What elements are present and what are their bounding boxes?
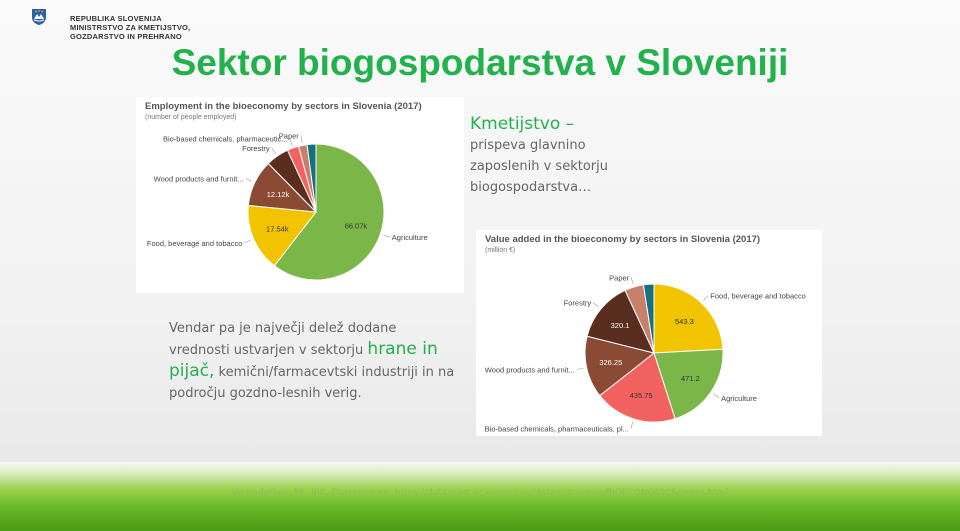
value-added-pie-chart — [476, 230, 822, 436]
value-added-leader-line — [577, 368, 584, 370]
employment-category-label: Agriculture — [391, 233, 428, 243]
value-added-value-label: 326.25 — [599, 358, 623, 368]
employment-category-label: Paper — [278, 131, 299, 141]
employment-pie-chart — [136, 97, 464, 293]
employment-category-label: Wood products and furnit... — [153, 174, 244, 184]
ministry-line-3: GOZDARSTVO IN PREHRANO — [70, 32, 182, 41]
kmetijstvo-text: prispeva glavnino zaposlenih v sektorju biogospodarstva… — [470, 138, 608, 195]
value-added-category-label: Food, beverage and tobacco — [710, 291, 806, 301]
employment-leader-line — [383, 235, 390, 237]
employment-value-label: 66.07k — [344, 221, 368, 231]
vendar-highlight: hrane in pijač, — [169, 339, 438, 381]
value-added-value-label: 435.75 — [629, 391, 653, 401]
employment-chart-title: Employment in the bioeconomy by sectors in Slovenia (2017) — [145, 101, 422, 112]
vendar-text-1: Vendar pa je največji delež dodane vrednosti ustvarjen v sektorju — [169, 321, 397, 358]
kmetijstvo-highlight: Kmetijstvo — [470, 114, 561, 134]
employment-leader-line — [244, 240, 250, 243]
coat-of-arms-icon — [30, 8, 48, 26]
employment-category-label: Bio-based chemicals, pharmaceutic... — [162, 134, 288, 144]
ministry-name — [70, 14, 190, 41]
employment-leader-line — [272, 148, 276, 154]
employment-chart-subtitle: (number of people employed) — [145, 114, 237, 121]
value-added-category-label: Wood products and furnit... — [484, 365, 575, 375]
value-added-chart-title: Value added in the bioeconomy by sectors in Slovenia (2017) — [485, 234, 761, 245]
value-added-leader-line — [713, 394, 719, 398]
vendar-text-2: kemični/farmacevtski industriji in na področju gozdno-lesnih verig. — [169, 365, 455, 401]
value-added-value-label: 543.3 — [675, 316, 694, 326]
ministry-line-1: REPUBLIKA SLOVENIJA — [70, 14, 162, 23]
value-added-category-label: Paper — [609, 273, 630, 283]
page-title: Sektor biogospodarstva v Sloveniji — [171, 42, 789, 83]
employment-value-label: 12.12k — [266, 189, 290, 199]
employment-leader-line — [301, 136, 302, 143]
employment-category-label: Food, beverage and tobacco — [146, 238, 243, 248]
value-added-chart-card — [476, 230, 822, 436]
value-added-leader-line — [704, 296, 709, 301]
value-added-leader-line — [593, 303, 598, 308]
value-added-value-label: 320.1 — [610, 320, 630, 330]
employment-category-label: Forestry — [242, 143, 270, 153]
value-added-leader-line — [631, 422, 633, 429]
value-added-chart-subtitle: (million €) — [485, 247, 516, 254]
ministry-line-2: MINISTRSTVO ZA KMETIJSTVO, — [70, 23, 191, 32]
data-source: Vir podatkov: EK, JRC. Dostopno na: https://datam.jrc.ec.europa.eu/datam/mashup/BIOECONOMICS/index.html — [231, 488, 729, 498]
employment-chart-card — [136, 97, 464, 293]
value-added-category-label: Bio-based chemicals, pharmaceuticals, pl... — [484, 424, 629, 434]
value-added-note — [169, 318, 459, 404]
employment-leader-line — [246, 178, 252, 181]
value-added-value-label: 471.2 — [681, 374, 700, 383]
kmetijstvo-note — [470, 114, 630, 197]
value-added-category-label: Agriculture — [721, 393, 757, 403]
value-added-category-label: Forestry — [563, 298, 592, 308]
value-added-leader-line — [631, 277, 633, 284]
kmetijstvo-dash: – — [560, 114, 575, 134]
employment-value-label: 17.54k — [266, 224, 289, 234]
